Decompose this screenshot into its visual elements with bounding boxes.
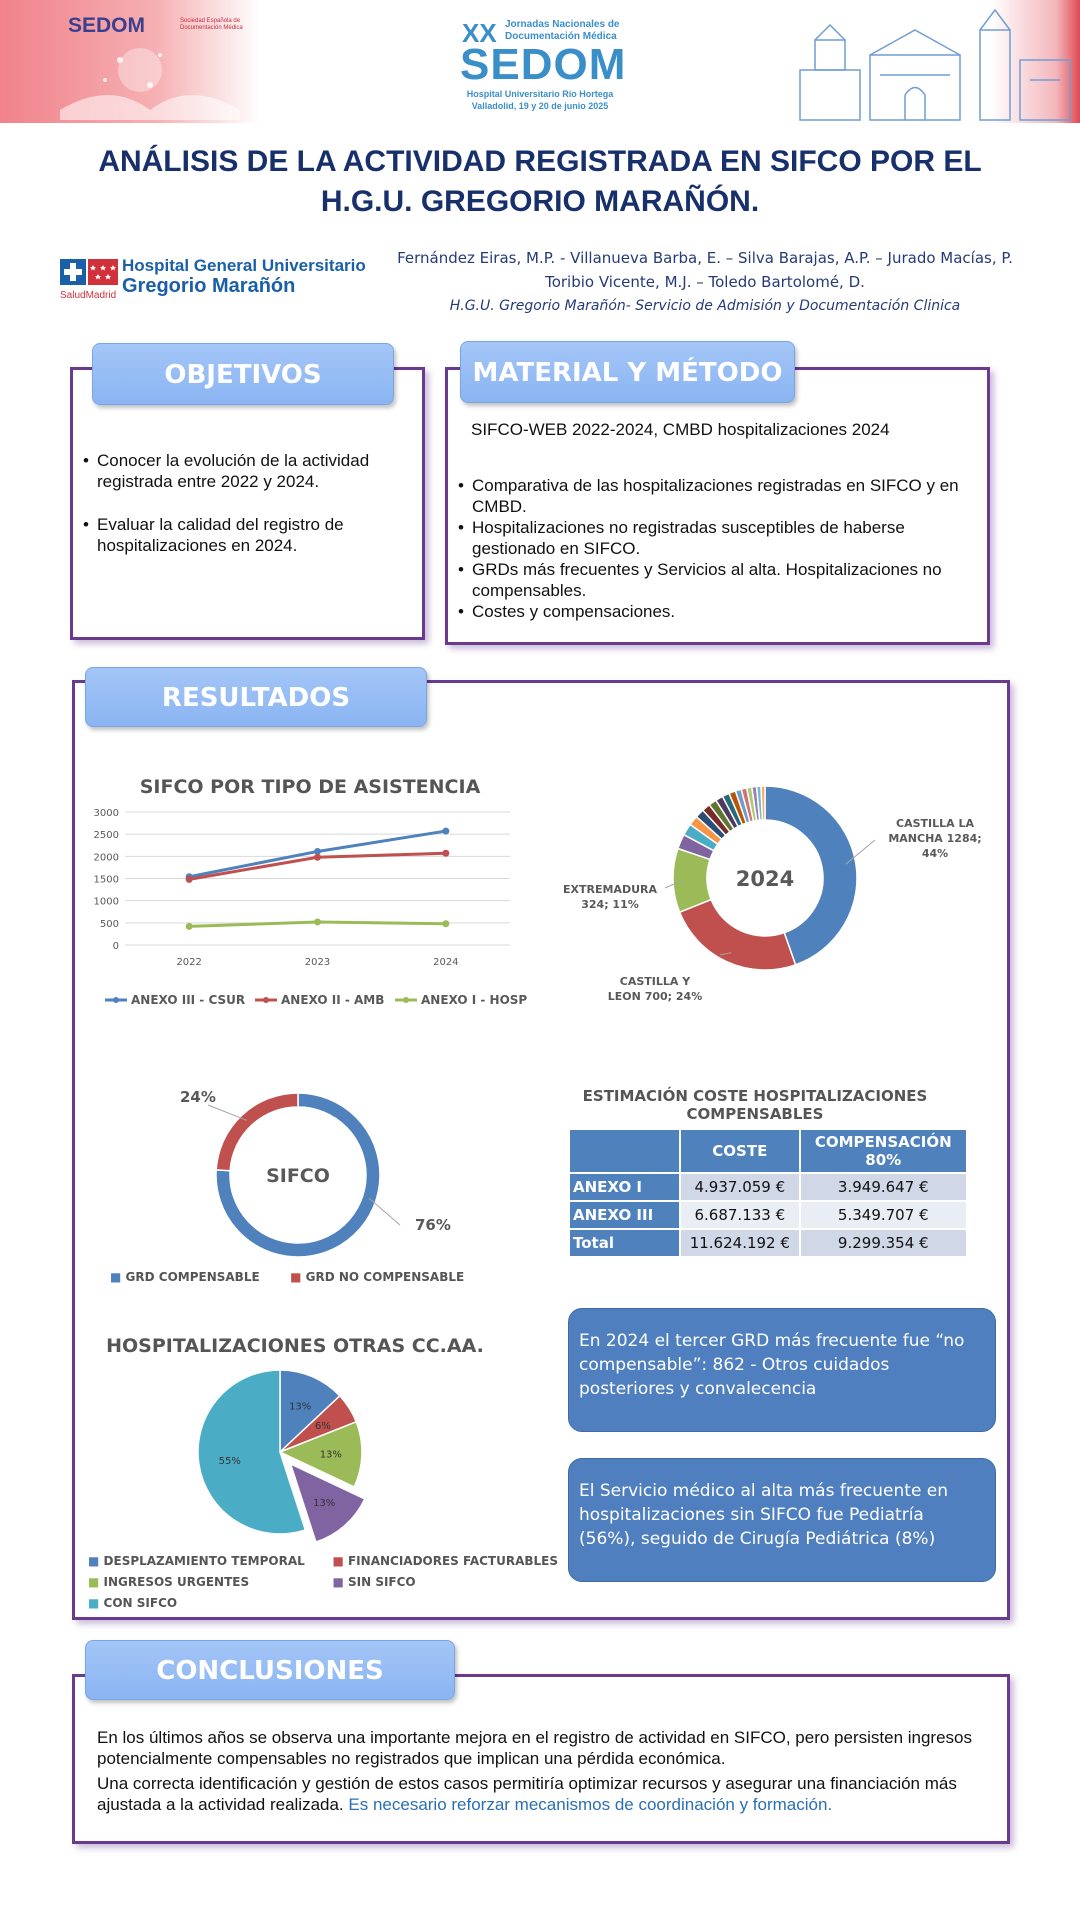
table-cell-coste: 4.937.059 € bbox=[680, 1173, 799, 1201]
data-point bbox=[442, 920, 449, 927]
y-tick-label: 2500 bbox=[93, 830, 119, 842]
leader-line bbox=[208, 1105, 247, 1120]
data-point bbox=[442, 828, 449, 835]
table-row-label: Total bbox=[569, 1229, 680, 1257]
legend-item: ■ GRD NO COMPENSABLE bbox=[290, 1270, 465, 1284]
legend-label: INGRESOS URGENTES bbox=[103, 1575, 250, 1589]
table-row-label: ANEXO III bbox=[569, 1201, 680, 1229]
y-tick-label: 2000 bbox=[93, 852, 119, 864]
legend-item: ■ INGRESOS URGENTES bbox=[88, 1575, 250, 1589]
legend-label: SIN SIFCO bbox=[347, 1575, 416, 1589]
material-list bbox=[458, 475, 983, 622]
legend-label: GRD NO COMPENSABLE bbox=[305, 1270, 465, 1284]
event-name: Jornadas Nacionales de Documentación Médica bbox=[505, 19, 620, 42]
cost-table bbox=[568, 1128, 968, 1258]
table-row bbox=[569, 1201, 967, 1229]
salud-madrid-label: SaludMadrid bbox=[60, 290, 117, 301]
material-item: • GRDs más frecuentes y Servicios al alta. Hospitalizaciones no compensables. bbox=[458, 559, 983, 601]
sifco-line-chart bbox=[85, 800, 535, 1020]
legend-label: ANEXO II - AMB bbox=[281, 993, 385, 1007]
y-tick-label: 0 bbox=[112, 941, 119, 952]
conclusiones-tab: CONCLUSIONES bbox=[85, 1640, 455, 1700]
table-row bbox=[569, 1229, 967, 1257]
data-label: 24% bbox=[180, 1088, 216, 1106]
legend-item: ■ CON SIFCO bbox=[88, 1596, 178, 1610]
resultados-tab: RESULTADOS bbox=[85, 667, 427, 727]
objetivos-box bbox=[70, 367, 425, 640]
conclusiones-p2-highlight: Es necesario reforzar mecanismos de coordinación y formación. bbox=[343, 1795, 833, 1814]
cost-table-header-row bbox=[569, 1129, 967, 1173]
legend-item: ■ SIN SIFCO bbox=[332, 1575, 416, 1589]
cost-table-title: ESTIMACIÓN COSTE HOSPITALIZACIONES COMPENSABLES bbox=[582, 1087, 928, 1123]
legend-label: FINANCIADORES FACTURABLES bbox=[347, 1554, 559, 1568]
pie-ccaa-legend bbox=[88, 1552, 558, 1615]
y-tick-label: 3000 bbox=[93, 808, 119, 819]
hospital-name-line2: Gregorio Marañón bbox=[122, 275, 296, 297]
table-row-label: ANEXO I bbox=[569, 1173, 680, 1201]
objetivos-list bbox=[83, 450, 413, 556]
data-label: 13% bbox=[319, 1449, 342, 1461]
event-logo: SEDOM bbox=[460, 40, 627, 89]
cost-table-header: COMPENSACIÓN 80% bbox=[800, 1129, 967, 1173]
objetivos-tab: OBJETIVOS bbox=[92, 343, 394, 405]
conclusiones-p2-main: Una correcta identificación y gestión de estos casos permitiría optimizar recursos y asegurar una financiación más ajustada a la actividad realizada. bbox=[97, 1774, 957, 1814]
sedom-logo-left: SEDOM bbox=[68, 14, 146, 37]
poster-title-line2: H.G.U. GREGORIO MARAÑÓN. bbox=[320, 185, 760, 218]
event-roman-number: XX bbox=[462, 18, 497, 48]
legend-item: ■ FINANCIADORES FACTURABLES bbox=[332, 1554, 559, 1568]
conclusiones-p1: En los últimos años se observa una importante mejora en el registro de actividad en SIFCO, pero persisten ingresos potencialmente compensables no registrados que implican una pérdida económica. bbox=[97, 1728, 973, 1768]
poster-title-line1: ANÁLISIS DE LA ACTIVIDAD REGISTRADA EN SIFCO POR EL bbox=[98, 145, 982, 178]
table-row bbox=[569, 1173, 967, 1201]
donut-slice bbox=[680, 900, 796, 970]
pie-chart-title: HOSPITALIZACIONES OTRAS CC.AA. bbox=[106, 1335, 484, 1357]
data-point bbox=[186, 923, 193, 930]
data-label: 6% bbox=[314, 1420, 331, 1432]
donut-slice bbox=[761, 786, 765, 820]
y-tick-label: 500 bbox=[99, 918, 119, 930]
x-tick-label: 2024 bbox=[433, 957, 459, 968]
data-point bbox=[314, 918, 321, 925]
legend-marker bbox=[263, 997, 269, 1003]
table-cell-compensacion: 9.299.354 € bbox=[800, 1229, 967, 1257]
legend-label: CON SIFCO bbox=[103, 1596, 178, 1610]
hospital-name-line1: Hospital General Universitario bbox=[122, 256, 366, 275]
y-tick-label: 1500 bbox=[93, 874, 119, 886]
authors-block bbox=[380, 246, 1030, 318]
conclusiones-p2 bbox=[97, 1773, 997, 1815]
sifco-donut-legend bbox=[110, 1268, 490, 1286]
authors-service: H.G.U. Gregorio Marañón- Servicio de Admisión y Documentación Clinica bbox=[449, 298, 961, 314]
table-cell-coste: 11.624.192 € bbox=[680, 1229, 799, 1257]
material-intro: SIFCO-WEB 2022-2024, CMBD hospitalizaciones 2024 bbox=[471, 420, 890, 439]
objetivos-item: • Conocer la evolución de la actividad registrada entre 2022 y 2024. bbox=[83, 450, 413, 492]
authors-line2: Toribio Vicente, M.J. – Toledo Bartolomé, D. bbox=[545, 273, 865, 291]
banner-right-decoration bbox=[780, 0, 1080, 123]
cost-table-header bbox=[569, 1129, 680, 1173]
material-tab: MATERIAL Y MÉTODO bbox=[460, 341, 795, 403]
data-label: CASTILLA Y LEON 700; 24% bbox=[607, 975, 703, 1003]
table-cell-compensacion: 3.949.647 € bbox=[800, 1173, 967, 1201]
otras-ccaa-pie-chart bbox=[180, 1360, 400, 1560]
data-label: 13% bbox=[313, 1498, 336, 1510]
authors-line1: Fernández Eiras, M.P. - Villanueva Barba, E. – Silva Barajas, A.P. – Jurado Macías, P. bbox=[397, 249, 1013, 267]
data-label: 13% bbox=[289, 1401, 312, 1413]
material-item: • Costes y compensaciones. bbox=[458, 601, 983, 622]
legend-label: DESPLAZAMIENTO TEMPORAL bbox=[103, 1554, 305, 1568]
sifco-compensable-donut-chart bbox=[160, 1080, 460, 1270]
material-item: • Comparativa de las hospitalizaciones registradas en SIFCO y en CMBD. bbox=[458, 475, 983, 517]
valladolid-skyline-icon bbox=[780, 0, 1080, 123]
donut-slice bbox=[216, 1093, 298, 1171]
material-item: • Hospitalizaciones no registradas susceptibles de haberse gestionado en SIFCO. bbox=[458, 517, 983, 559]
event-dates: Valladolid, 19 y 20 de junio 2025 bbox=[471, 101, 609, 111]
info-card-servicio: El Servicio médico al alta más frecuente en hospitalizaciones sin SIFCO fue Pediatría (56%), seguido de Cirugía Pediátrica (8%) bbox=[568, 1458, 996, 1582]
material-box bbox=[445, 367, 990, 645]
y-tick-label: 1000 bbox=[93, 896, 119, 908]
legend-label: GRD COMPENSABLE bbox=[125, 1270, 260, 1284]
legend-item: ■ DESPLAZAMIENTO TEMPORAL bbox=[88, 1554, 305, 1568]
leader-line bbox=[369, 1198, 400, 1225]
info-card-grd: En 2024 el tercer GRD más frecuente fue “no compensable”: 862 - Otros cuidados posteriores y convalecencia bbox=[568, 1308, 996, 1432]
donut-center-label: SIFCO bbox=[266, 1165, 330, 1187]
event-venue: Hospital Universitario Río Hortega bbox=[466, 89, 614, 99]
legend-item: ■ GRD COMPENSABLE bbox=[110, 1270, 260, 1284]
line-chart-title: SIFCO POR TIPO DE ASISTENCIA bbox=[139, 776, 481, 798]
data-label: 55% bbox=[218, 1455, 241, 1467]
table-cell-compensacion: 5.349.707 € bbox=[800, 1201, 967, 1229]
conclusiones-text bbox=[97, 1727, 997, 1815]
data-point bbox=[314, 854, 321, 861]
data-point bbox=[186, 876, 193, 883]
data-point bbox=[442, 850, 449, 857]
donut-center-label: 2024 bbox=[735, 867, 795, 891]
poster-title bbox=[20, 142, 1060, 222]
x-tick-label: 2022 bbox=[176, 957, 202, 968]
data-label: 76% bbox=[415, 1216, 451, 1234]
legend-marker bbox=[113, 997, 119, 1003]
cost-table-header: COSTE bbox=[680, 1129, 799, 1173]
legend-label: ANEXO I - HOSP bbox=[421, 993, 528, 1007]
legend-marker bbox=[403, 997, 409, 1003]
table-cell-coste: 6.687.133 € bbox=[680, 1201, 799, 1229]
data-label: CASTILLA LA MANCHA 1284; 44% bbox=[888, 817, 982, 860]
data-label: EXTREMADURA 324; 11% bbox=[563, 883, 657, 911]
event-venue-dates bbox=[455, 88, 625, 112]
header-banner bbox=[0, 0, 1080, 123]
legend-label: ANEXO III - CSUR bbox=[131, 993, 246, 1007]
x-tick-label: 2023 bbox=[304, 957, 331, 968]
sedom-logo-left-subtitle: Sociedad Española de Documentación Médica bbox=[180, 18, 243, 31]
comunidades-donut-chart bbox=[530, 770, 1010, 1020]
objetivos-item: • Evaluar la calidad del registro de hospitalizaciones en 2024. bbox=[83, 514, 413, 556]
